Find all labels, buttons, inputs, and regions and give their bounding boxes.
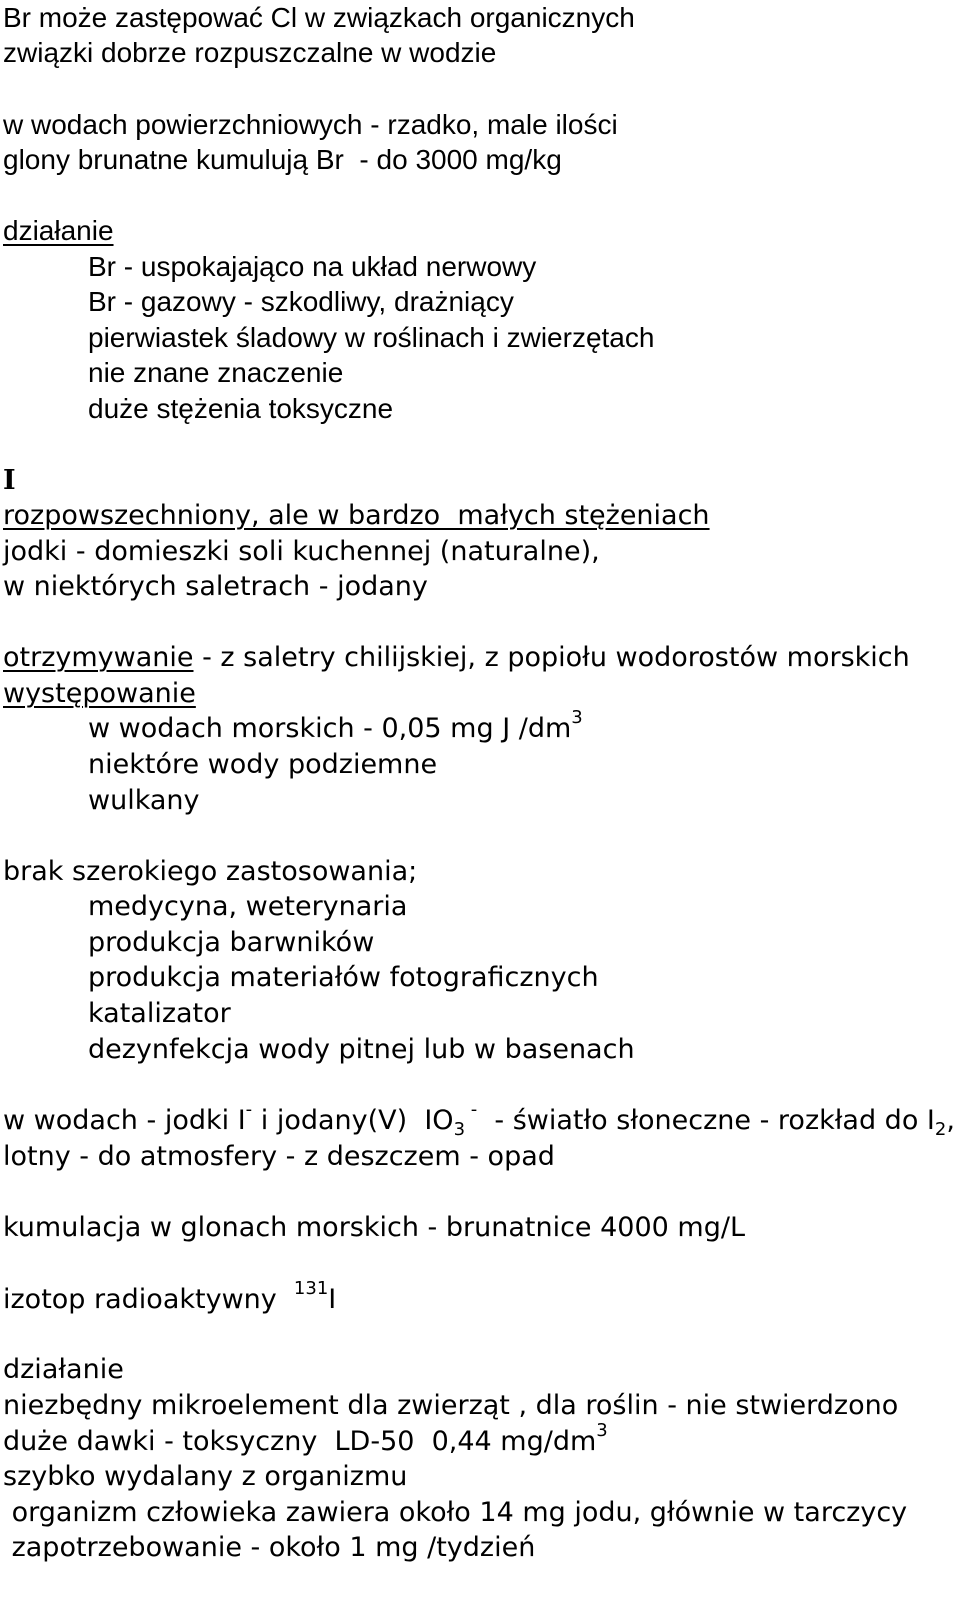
bromine-effect-2: Br - gazowy - szkodliwy, drażniący	[88, 286, 514, 317]
water-part-3: - światło słoneczne - rozkład do I	[477, 1105, 935, 1136]
iodine-production-line	[3, 642, 910, 674]
use-5: dezynfekcja wody pitnej lub w basenach	[88, 1034, 635, 1065]
bromine-effect-3: pierwiastek śladowy w roślinach i zwierzętach	[88, 322, 655, 353]
occurrence-sea-text: w wodach morskich - 0,05 mg J /dm	[88, 713, 572, 744]
iodine-molecule-subscript: 2	[934, 1119, 947, 1140]
iodate-charge: -	[465, 1099, 478, 1120]
action-line-3: szybko wydalany z organizmu	[3, 1461, 408, 1492]
occurrence-volcanoes: wulkany	[88, 785, 200, 816]
water-iodine-line	[3, 1099, 955, 1140]
use-2: produkcja barwników	[88, 927, 375, 958]
iodine-intro-line-2: w niektórych saletrach - jodany	[3, 571, 428, 602]
uses-heading: brak szerokiego zastosowania;	[3, 856, 418, 887]
use-4: katalizator	[88, 998, 231, 1029]
water-part-4: ,	[946, 1105, 955, 1136]
action-ld50-superscript: 3	[596, 1420, 608, 1441]
bromine-line-1: Br może zastępować Cl w związkach organicznych	[3, 2, 635, 33]
bromine-line-3: w wodach powierzchniowych - rzadko, male ilości	[3, 109, 618, 140]
accumulation-line: kumulacja w glonach morskich - brunatnice 4000 mg/L	[3, 1212, 745, 1243]
action-line-5: zapotrzebowanie - około 1 mg /tydzień	[3, 1532, 536, 1563]
occurrence-sea	[88, 707, 583, 745]
action-line-4: organizm człowieka zawiera około 14 mg jodu, głównie w tarczycy	[3, 1497, 908, 1528]
water-part-2: i jodany(V) IO	[252, 1105, 454, 1136]
bromine-effect-4: nie znane znaczenie	[88, 357, 344, 388]
production-label: otrzymywanie	[3, 642, 194, 673]
iodate-subscript: 3	[453, 1119, 466, 1140]
isotope-label: izotop radioaktywny	[3, 1284, 294, 1315]
action-line-2	[3, 1420, 608, 1458]
iodine-symbol-heading: I	[3, 465, 16, 496]
iodide-charge: -	[245, 1099, 253, 1120]
action-heading: działanie	[3, 1354, 124, 1385]
occurrence-sea-superscript: 3	[571, 707, 583, 728]
occurrence-groundwater: niektóre wody podziemne	[88, 749, 438, 780]
occurrence-heading: występowanie	[3, 678, 196, 709]
action-ld50-text: duże dawki - toksyczny LD-50 0,44 mg/dm	[3, 1426, 597, 1457]
isotope-symbol: I	[328, 1284, 337, 1315]
iodine-intro-line-1: jodki - domieszki soli kuchennej (naturalne),	[3, 536, 600, 567]
action-line-1: niezbędny mikroelement dla zwierząt , dla roślin - nie stwierdzono	[3, 1390, 899, 1421]
production-text: - z saletry chilijskiej, z popiołu wodorostów morskich	[193, 642, 910, 673]
use-1: medycyna, weterynaria	[88, 891, 408, 922]
water-part-1: w wodach - jodki I	[3, 1105, 246, 1136]
isotope-mass-number: 131	[293, 1278, 329, 1299]
bromine-effects-heading: działanie	[3, 215, 114, 246]
volatile-line: lotny - do atmosfery - z deszczem - opad	[3, 1141, 555, 1172]
bromine-effect-1: Br - uspokajająco na układ nerwowy	[88, 251, 537, 282]
bromine-effect-5: duże stężenia toksyczne	[88, 393, 394, 424]
bromine-line-2: związki dobrze rozpuszczalne w wodzie	[3, 37, 497, 68]
use-3: produkcja materiałów fotograficznych	[88, 962, 599, 993]
iodine-intro-underlined: rozpowszechniony, ale w bardzo małych stężeniach	[3, 500, 710, 531]
bromine-line-4: glony brunatne kumulują Br - do 3000 mg/kg	[3, 144, 562, 175]
isotope-line	[3, 1278, 337, 1316]
